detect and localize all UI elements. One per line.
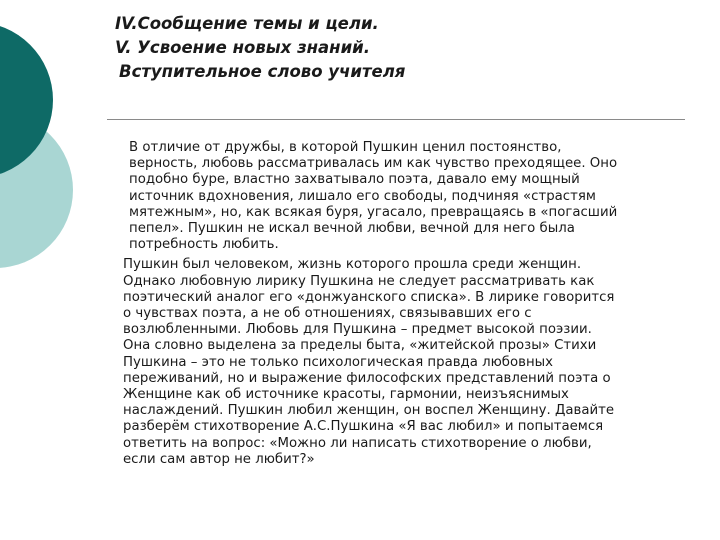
title-line-2: V. Усвоение новых знаний. [115,38,370,57]
title-line-1: IV.Сообщение темы и цели. [115,14,379,33]
light-teal-circle [0,112,73,268]
title-divider [107,119,685,120]
body-text [123,140,689,472]
paragraph-2: Пушкин был человеком, жизнь которого прошла среди женщин. Однако любовную лирику Пушкина не следует рассматривать как поэтический аналог его «донжуанского списка». В лирике говорится о чувствах поэта, а не об отношениях, связывавших его с возлюбленными. Любовь для Пушкина – предмет высокой поэзии. Она словно выделена за пределы быта, «житейской прозы» Стихи Пушкина – это не только психологическая правда любовных переживаний, но и выражение философских представлений поэта о Женщине как об источнике красоты, гармонии, неизъяснимых наслаждений. Пушкин любил женщин, он воспел Женщину. Давайте разберём стихотворение А.С.Пушкина «Я вас любил» и попытаемся ответить на вопрос: «Можно ли написать стихотворение о любви, если сам автор не любит?» [123,257,615,467]
title-line-3: Вступительное слово учителя [119,62,406,81]
slide-title [115,12,695,84]
dark-teal-circle [0,22,53,178]
decorative-circles [0,0,120,300]
paragraph-1: В отличие от дружбы, в которой Пушкин ценил постоянство, верность, любовь рассматривалась им как чувство преходящее. Оно подобно буре, властно захватывало поэта, давало ему мощный источник вдохновения, лишало его свободы, подчиняя «страстям мятежным», но, как всякая буря, угасало, превращаясь в «погасший пепел». Пушкин не искал вечной любви, вечной для него была потребность любить. [129,140,618,253]
